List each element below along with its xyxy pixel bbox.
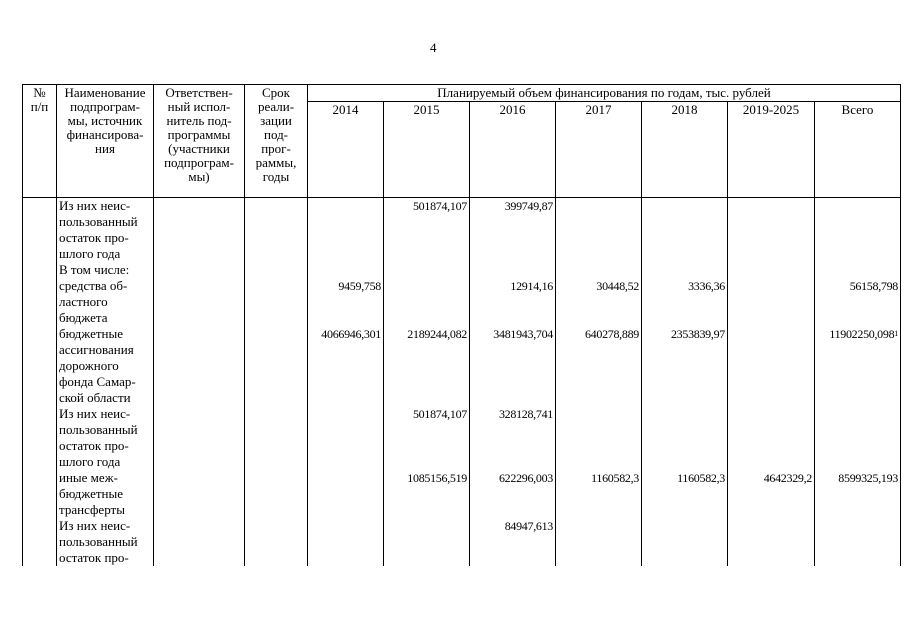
responsible-cell	[154, 518, 245, 566]
total-value	[815, 406, 901, 470]
header-year: 2017	[556, 102, 642, 198]
year-value	[384, 518, 470, 566]
value-text: 8599325,193	[838, 471, 898, 485]
value-text: 328128,741	[498, 407, 553, 421]
total-value	[815, 470, 901, 518]
table-row	[23, 326, 901, 406]
value-text: 30448,52	[596, 279, 639, 293]
financing-table	[22, 84, 901, 566]
responsible-cell	[154, 262, 245, 278]
year-value	[728, 326, 815, 406]
year-value	[556, 518, 642, 566]
header-financing: Планируемый объем финансирования по годам, тыс. рублей	[308, 85, 901, 102]
value-text: 1160582,3	[591, 471, 639, 485]
row-name: средства об- ластного бюджета	[57, 278, 154, 326]
year-value	[642, 518, 728, 566]
row-num-cell	[23, 406, 57, 470]
term-cell	[245, 470, 308, 518]
year-value	[556, 278, 642, 326]
year-value	[642, 470, 728, 518]
header-term: Срок реали- зации под- прог- раммы, годы	[245, 85, 308, 198]
header-year: 2019-2025	[728, 102, 815, 198]
year-value	[470, 406, 556, 470]
year-value	[308, 262, 384, 278]
value-text: 399749,87	[504, 199, 553, 213]
value-text: 501874,107	[412, 407, 467, 421]
term-cell	[245, 326, 308, 406]
term-cell	[245, 278, 308, 326]
value-text: 12914,16	[510, 279, 553, 293]
year-value	[308, 326, 384, 406]
table-row	[23, 198, 901, 263]
year-value	[728, 518, 815, 566]
year-value	[728, 406, 815, 470]
year-value	[728, 470, 815, 518]
year-value	[470, 470, 556, 518]
table-row	[23, 470, 901, 518]
responsible-cell	[154, 278, 245, 326]
year-value	[642, 262, 728, 278]
header-name: Наименование подпрограм- мы, источник финансирова- ния	[57, 85, 154, 198]
header-total: Всего	[815, 102, 901, 198]
row-num-cell	[23, 518, 57, 566]
year-value	[642, 278, 728, 326]
term-cell	[245, 198, 308, 263]
value-text: 640278,889	[584, 327, 639, 341]
value-text: 56158,798	[849, 279, 898, 293]
year-value	[308, 406, 384, 470]
year-value	[384, 278, 470, 326]
value-text: 1160582,3	[677, 471, 725, 485]
year-value	[470, 278, 556, 326]
table-row	[23, 406, 901, 470]
value-text: 84947,613	[504, 519, 553, 533]
row-name: Из них неис- пользованный остаток про- шлого года	[57, 198, 154, 263]
value-text: 11902250,098	[829, 327, 895, 341]
year-value	[470, 198, 556, 263]
term-cell	[245, 518, 308, 566]
year-value	[384, 198, 470, 263]
header-year: 2014	[308, 102, 384, 198]
value-text: 4066946,301	[321, 327, 381, 341]
year-value	[470, 518, 556, 566]
header-responsible: Ответствен- ный испол- нитель под- программы (участники подпрограм- мы)	[154, 85, 245, 198]
year-value	[470, 326, 556, 406]
year-value	[556, 470, 642, 518]
value-text: 501874,107	[412, 199, 467, 213]
year-value	[384, 326, 470, 406]
year-value	[308, 470, 384, 518]
year-value	[728, 198, 815, 263]
value-text: 2353839,97	[670, 327, 725, 341]
value-text: 1085156,519	[407, 471, 467, 485]
responsible-cell	[154, 470, 245, 518]
year-value	[384, 470, 470, 518]
total-value	[815, 198, 901, 263]
row-name: Из них неис- пользованный остаток про-	[57, 518, 154, 566]
total-value	[815, 326, 901, 406]
year-value	[556, 262, 642, 278]
year-value	[308, 278, 384, 326]
year-value	[384, 406, 470, 470]
page-number: 4	[430, 40, 437, 55]
year-value	[642, 326, 728, 406]
table-row	[23, 262, 901, 278]
term-cell	[245, 262, 308, 278]
row-name: иные меж- бюджетные трансферты	[57, 470, 154, 518]
term-cell	[245, 406, 308, 470]
header-year: 2015	[384, 102, 470, 198]
year-value	[556, 198, 642, 263]
row-num-cell	[23, 278, 57, 326]
header-year: 2016	[470, 102, 556, 198]
responsible-cell	[154, 198, 245, 263]
value-text: 622296,003	[498, 471, 553, 485]
footnote-mark: 1	[894, 329, 898, 338]
year-value	[384, 262, 470, 278]
header-num: № п/п	[23, 85, 57, 198]
year-value	[642, 406, 728, 470]
value-text: 9459,758	[338, 279, 381, 293]
year-value	[556, 406, 642, 470]
year-value	[308, 198, 384, 263]
year-value	[470, 262, 556, 278]
table-row	[23, 518, 901, 566]
year-value	[556, 326, 642, 406]
row-num-cell	[23, 262, 57, 278]
year-value	[308, 518, 384, 566]
total-value	[815, 278, 901, 326]
responsible-cell	[154, 406, 245, 470]
row-num-cell	[23, 198, 57, 263]
responsible-cell	[154, 326, 245, 406]
year-value	[728, 262, 815, 278]
value-text: 3481943,704	[493, 327, 553, 341]
row-name: Из них неис- пользованный остаток про- шлого года	[57, 406, 154, 470]
value-text: 4642329,2	[763, 471, 812, 485]
year-value	[642, 198, 728, 263]
total-value	[815, 262, 901, 278]
header-year: 2018	[642, 102, 728, 198]
row-name: В том числе:	[57, 262, 154, 278]
row-num-cell	[23, 470, 57, 518]
value-text: 3336,36	[688, 279, 725, 293]
total-value	[815, 518, 901, 566]
row-num-cell	[23, 326, 57, 406]
value-text: 2189244,082	[407, 327, 467, 341]
table-row	[23, 278, 901, 326]
year-value	[728, 278, 815, 326]
row-name: бюджетные ассигнования дорожного фонда Самар- ской области	[57, 326, 154, 406]
